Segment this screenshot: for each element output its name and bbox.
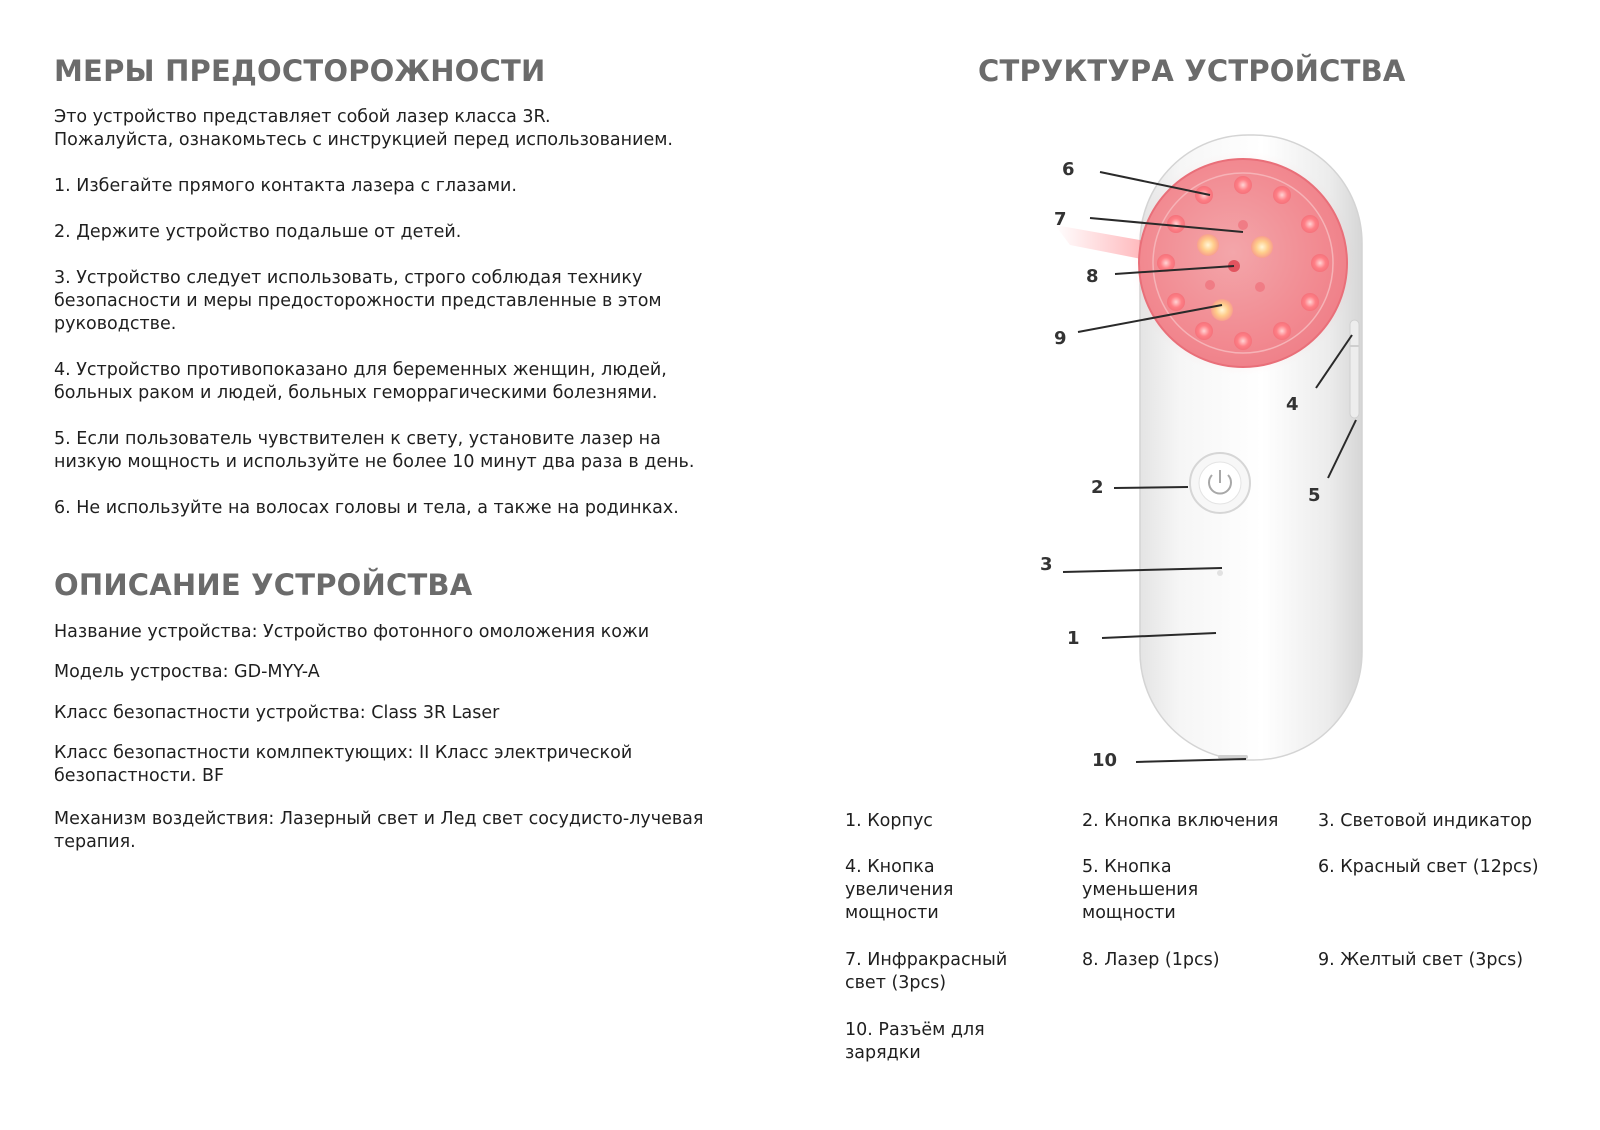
mechanism-line-2: терапия. [54, 832, 136, 852]
legend-part-6: 6. Красный свет (12pcs) [1318, 857, 1539, 877]
precautions-intro [54, 106, 814, 152]
indicator-light [1217, 570, 1223, 576]
mechanism-line-1: Механизм воздействия: Лазерный свет и Лед свет сосудисто-лучевая [54, 809, 704, 829]
callout-7: 7 [1054, 209, 1067, 230]
legend-part-5 [1082, 856, 1312, 925]
legend-part-1: 1. Корпус [845, 811, 933, 831]
callout-2: 2 [1091, 477, 1104, 498]
precaution-item-4 [54, 359, 814, 405]
legend-part-4-line-2: увеличения [845, 880, 954, 900]
button-separator [1350, 345, 1359, 347]
legend-part-7-line-1: 7. Инфракрасный [845, 950, 1008, 970]
accessory-safety-class [54, 742, 814, 788]
legend-part-3: 3. Световой индикатор [1318, 811, 1533, 831]
callout-4: 4 [1286, 394, 1299, 415]
intro-line-1: Это устройство представляет собой лазер класса 3R. [54, 107, 551, 127]
callout-10: 10 [1092, 750, 1118, 771]
precaution-item-3-line-1: 3. Устройство следует использовать, строго соблюдая технику [54, 268, 643, 288]
callout-3: 3 [1040, 554, 1053, 575]
device-illustration [1000, 105, 1420, 785]
legend-part-10 [845, 1019, 1060, 1065]
legend-part-10-line-1: 10. Разъём для [845, 1020, 985, 1040]
precaution-item-5-line-1: 5. Если пользователь чувствителен к свету, установите лазер на [54, 429, 661, 449]
precaution-item-3 [54, 267, 814, 336]
device-name [54, 621, 814, 644]
intro-line-2: Пожалуйста, ознакомьтесь с инструкцией перед использованием. [54, 130, 673, 150]
description-heading: ОПИСАНИЕ УСТРОЙСТВА [54, 568, 473, 602]
legend-part-5-line-1: 5. Кнопка [1082, 857, 1172, 877]
precaution-item-2 [54, 221, 814, 244]
device-safety-class [54, 702, 814, 725]
legend-part-8: 8. Лазер (1pcs) [1082, 950, 1220, 970]
legend-part-5-line-3: мощности [1082, 903, 1176, 923]
structure-heading: СТРУКТУРА УСТРОЙСТВА [978, 54, 1406, 88]
legend-part-4-line-3: мощности [845, 903, 939, 923]
power-button-shape [1190, 453, 1250, 513]
accessory-safety-class-line-1: Класс безопастности комлпектующих: II Класс электрической [54, 743, 633, 763]
accessory-safety-class-line-2: безопастности. BF [54, 766, 225, 786]
precaution-item-4-line-1: 4. Устройство противопоказано для беременных женщин, людей, [54, 360, 667, 380]
legend-part-4-line-1: 4. Кнопка [845, 857, 935, 877]
precaution-item-1 [54, 175, 814, 198]
mechanism-of-action [54, 808, 814, 854]
legend-part-9: 9. Желтый свет (3pcs) [1318, 950, 1524, 970]
legend-part-7 [845, 949, 1060, 995]
legend-part-10-line-2: зарядки [845, 1043, 921, 1063]
callout-5: 5 [1308, 485, 1321, 506]
precaution-item-3-line-2: безопасности и меры предосторожности представленные в этом [54, 291, 662, 311]
device-model [54, 661, 814, 684]
callout-1: 1 [1067, 628, 1080, 649]
legend-part-7-line-2: свет (3pcs) [845, 973, 947, 993]
callout-6: 6 [1062, 159, 1075, 180]
precaution-item-6 [54, 497, 814, 520]
precaution-item-5 [54, 428, 814, 474]
precaution-item-5-line-2: низкую мощность и используйте не более 10 минут два раза в день. [54, 452, 695, 472]
device-safety-class-text: Класс безопастности устройства: Class 3R Laser [54, 703, 500, 723]
legend-part-2: 2. Кнопка включения [1082, 811, 1279, 831]
device-name-text: Название устройства: Устройство фотонного омоложения кожи [54, 622, 650, 642]
precaution-item-4-line-2: больных раком и людей, больных геморрагическими болезнями. [54, 383, 658, 403]
precaution-item-3-line-3: руководстве. [54, 314, 177, 334]
callout-9: 9 [1054, 328, 1067, 349]
legend-part-4 [845, 856, 1060, 925]
precaution-item-6-text: 6. Не используйте на волосах головы и тела, а также на родинках. [54, 498, 679, 518]
legend-part-5-line-2: уменьшения [1082, 880, 1199, 900]
precaution-item-2-text: 2. Держите устройство подальше от детей. [54, 222, 462, 242]
precautions-heading: МЕРЫ ПРЕДОСТОРОЖНОСТИ [54, 54, 546, 88]
device-model-text: Модель устроства: GD-MYY-A [54, 662, 320, 682]
precaution-item-1-text: 1. Избегайте прямого контакта лазера с глазами. [54, 176, 517, 196]
callout-8: 8 [1086, 266, 1099, 287]
